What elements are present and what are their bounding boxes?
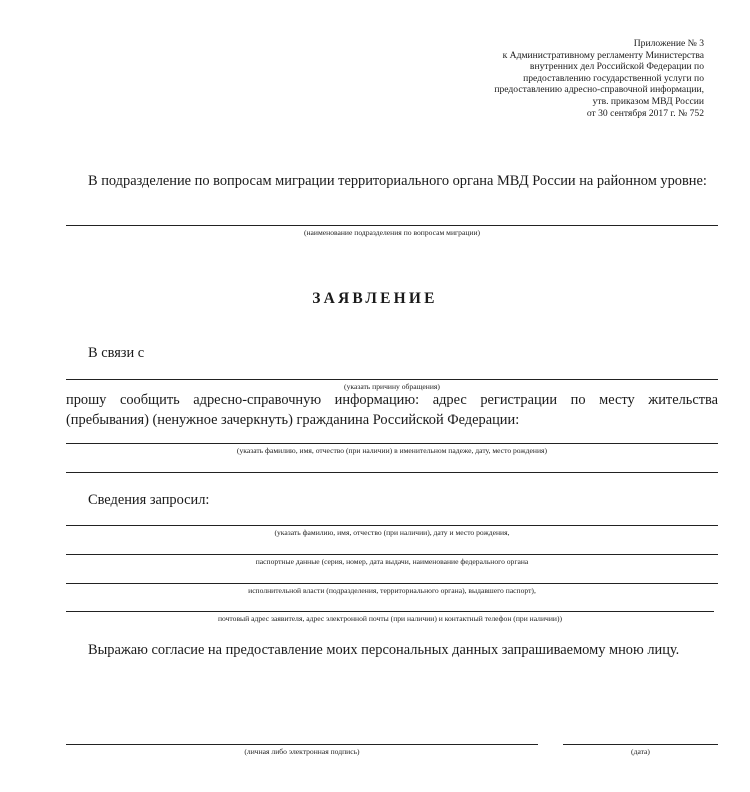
date-line[interactable] — [563, 744, 718, 745]
addressee-line[interactable] — [66, 225, 718, 226]
request-line-2[interactable] — [66, 472, 718, 473]
appendix-line: внутренних дел Российской Федерации по — [529, 61, 704, 73]
requester-hint: почтовый адрес заявителя, адрес электронной почты (при наличии) и контактный телефон (при наличии)) — [217, 614, 563, 623]
reason-line[interactable] — [66, 379, 718, 380]
signature-hint: (личная либо электронная подпись) — [244, 747, 360, 756]
reason-text: В связи с — [88, 345, 145, 361]
appendix-line: предоставлению адресно-справочной информации, — [494, 84, 704, 96]
addressee-text: В подразделение по вопросам миграции территориального органа МВД России на районном уровне: — [88, 173, 707, 189]
request-hint: (указать фамилию, имя, отчество (при наличии) в именительном падеже, дату, место рождения) — [236, 446, 548, 455]
appendix-line: от 30 сентября 2017 г. № 752 — [586, 107, 704, 119]
requester-hint: паспортные данные (серия, номер, дата выдачи, наименование федерального органа — [255, 557, 529, 566]
addressee-hint: (наименование подразделения по вопросам миграции) — [303, 228, 481, 237]
request-text: прошу сообщить адресно-справочную информацию: адрес регистрации по месту жительства (пребывания) (ненужное зачеркнуть) гражданина Российской Федерации: — [66, 392, 718, 428]
requester-line-4[interactable] — [66, 611, 714, 612]
requester-hint: исполнительной власти (подразделения, территориального органа), выдавшего паспорт), — [248, 586, 536, 595]
request-line[interactable] — [66, 443, 718, 444]
requester-line-2[interactable] — [66, 554, 718, 555]
requester-text: Сведения запросил: — [88, 492, 210, 508]
signature-line[interactable] — [66, 744, 538, 745]
requester-line-3[interactable] — [66, 583, 718, 584]
reason-hint: (указать причину обращения) — [344, 382, 440, 391]
document-title: ЗАЯВЛЕНИЕ — [312, 290, 438, 307]
appendix-line: к Административному регламенту Министерства — [502, 49, 704, 61]
appendix-line: утв. приказом МВД России — [592, 95, 704, 107]
requester-line-1[interactable] — [66, 525, 718, 526]
appendix-header — [420, 38, 704, 119]
consent-text: Выражаю согласие на предоставление моих персональных данных запрашиваемому мною лицу. — [88, 642, 680, 658]
requester-hint: (указать фамилию, имя, отчество (при наличии), дату и место рождения, — [274, 528, 510, 537]
appendix-line: Приложение № 3 — [633, 38, 704, 49]
appendix-line: предоставлению государственной услуги по — [523, 72, 704, 84]
date-hint: (дата) — [631, 747, 650, 756]
